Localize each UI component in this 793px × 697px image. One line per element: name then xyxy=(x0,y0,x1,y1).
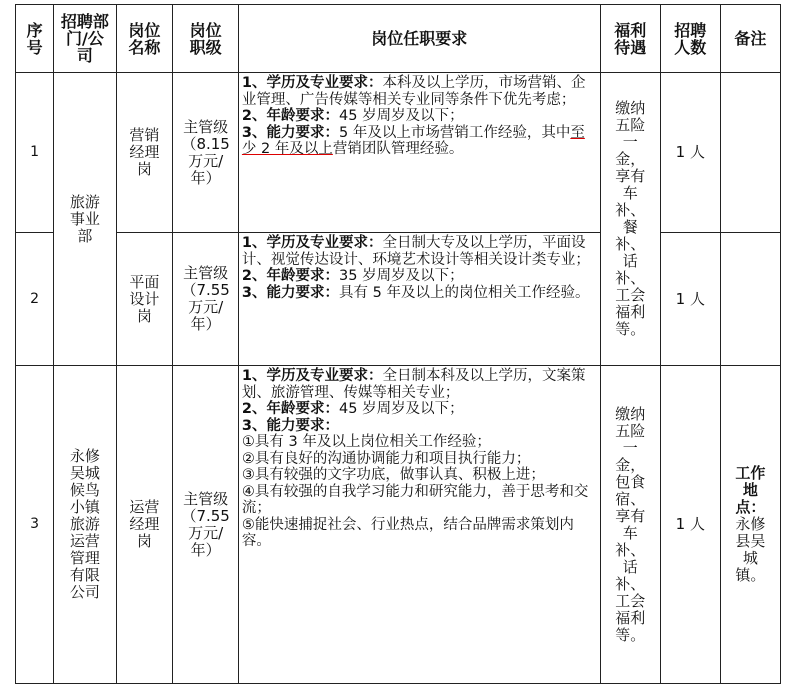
requirements-cell: 1、学历及专业要求：全日制本科及以上学历，文案策划、旅游管理、传媒等相关专业； 2、年龄要求：45 岁周岁及以下； 3、能力要求： ①具有 3 年及以上岗位相关工作经验； ②具有良好的沟通协调能力和项目执行能力； ③具有较强的文字功底，做事认真、积极上进； ④具有较强的自我学习能力和研究能力，善于思考和交流； ⑤能快速捕捉社会、行业热点，结合品牌需求策划内容。 xyxy=(238,366,600,684)
remark-cell xyxy=(720,73,780,233)
requirements-cell: 1、学历及专业要求：全日制大专及以上学历，平面设计、视觉传达设计、环境艺术设计等相关设计类专业； 2、年龄要求：35 岁周岁及以下； 3、能力要求：具有 5 年及以上的岗位相关工作经验。 xyxy=(238,233,600,366)
header-no: 序号 xyxy=(16,5,54,73)
count-cell: 1 人 xyxy=(660,366,720,684)
table-row xyxy=(16,73,781,233)
remark-cell xyxy=(720,233,780,366)
header-level: 岗位职级 xyxy=(173,5,239,73)
level-cell: 主管级（8.15万元/年） xyxy=(173,73,239,233)
remark-title: 工作地点： xyxy=(735,464,766,516)
header-benefits: 福利待遇 xyxy=(600,5,660,73)
table-row xyxy=(16,366,781,684)
dept-cell: 永修吴城候鸟小镇旅游运营管理有限公司 xyxy=(54,366,116,684)
position-cell: 营销经理岗 xyxy=(116,73,173,233)
header-count: 招聘人数 xyxy=(660,5,720,73)
row-number: 3 xyxy=(16,366,54,684)
row-number: 2 xyxy=(16,233,54,366)
benefits-cell: 缴纳五险一金，包食宿、享有车补、话补、工会福利等。 xyxy=(600,366,660,684)
position-cell: 平面设计岗 xyxy=(116,233,173,366)
position-cell: 运营经理岗 xyxy=(116,366,173,684)
remark-cell xyxy=(720,366,780,684)
remark-text: 永修县吴城镇。 xyxy=(735,515,766,584)
count-cell: 1 人 xyxy=(660,233,720,366)
count-cell: 1 人 xyxy=(660,73,720,233)
header-remark: 备注 xyxy=(720,5,780,73)
header-row xyxy=(16,5,781,73)
level-cell: 主管级（7.55万元/年） xyxy=(173,366,239,684)
header-position: 岗位名称 xyxy=(116,5,173,73)
dept-cell: 旅游事业部 xyxy=(54,73,116,366)
header-dept: 招聘部门/公司 xyxy=(54,5,116,73)
recruitment-table xyxy=(15,4,781,684)
table-row xyxy=(16,233,781,366)
header-requirements: 岗位任职要求 xyxy=(238,5,600,73)
requirements-cell: 1、学历及专业要求：本科及以上学历，市场营销、企业管理、广告传媒等相关专业同等条件下优先考虑； 2、年龄要求：45 岁周岁及以下； 3、能力要求：5 年及以上市场营销工作经验，其中至少 2 年及以上营销团队管理经验。 xyxy=(238,73,600,233)
level-cell: 主管级（7.55万元/年） xyxy=(173,233,239,366)
row-number: 1 xyxy=(16,73,54,233)
benefits-cell: 缴纳五险一金，享有车补、餐补、话补、工会福利等。 xyxy=(600,73,660,366)
